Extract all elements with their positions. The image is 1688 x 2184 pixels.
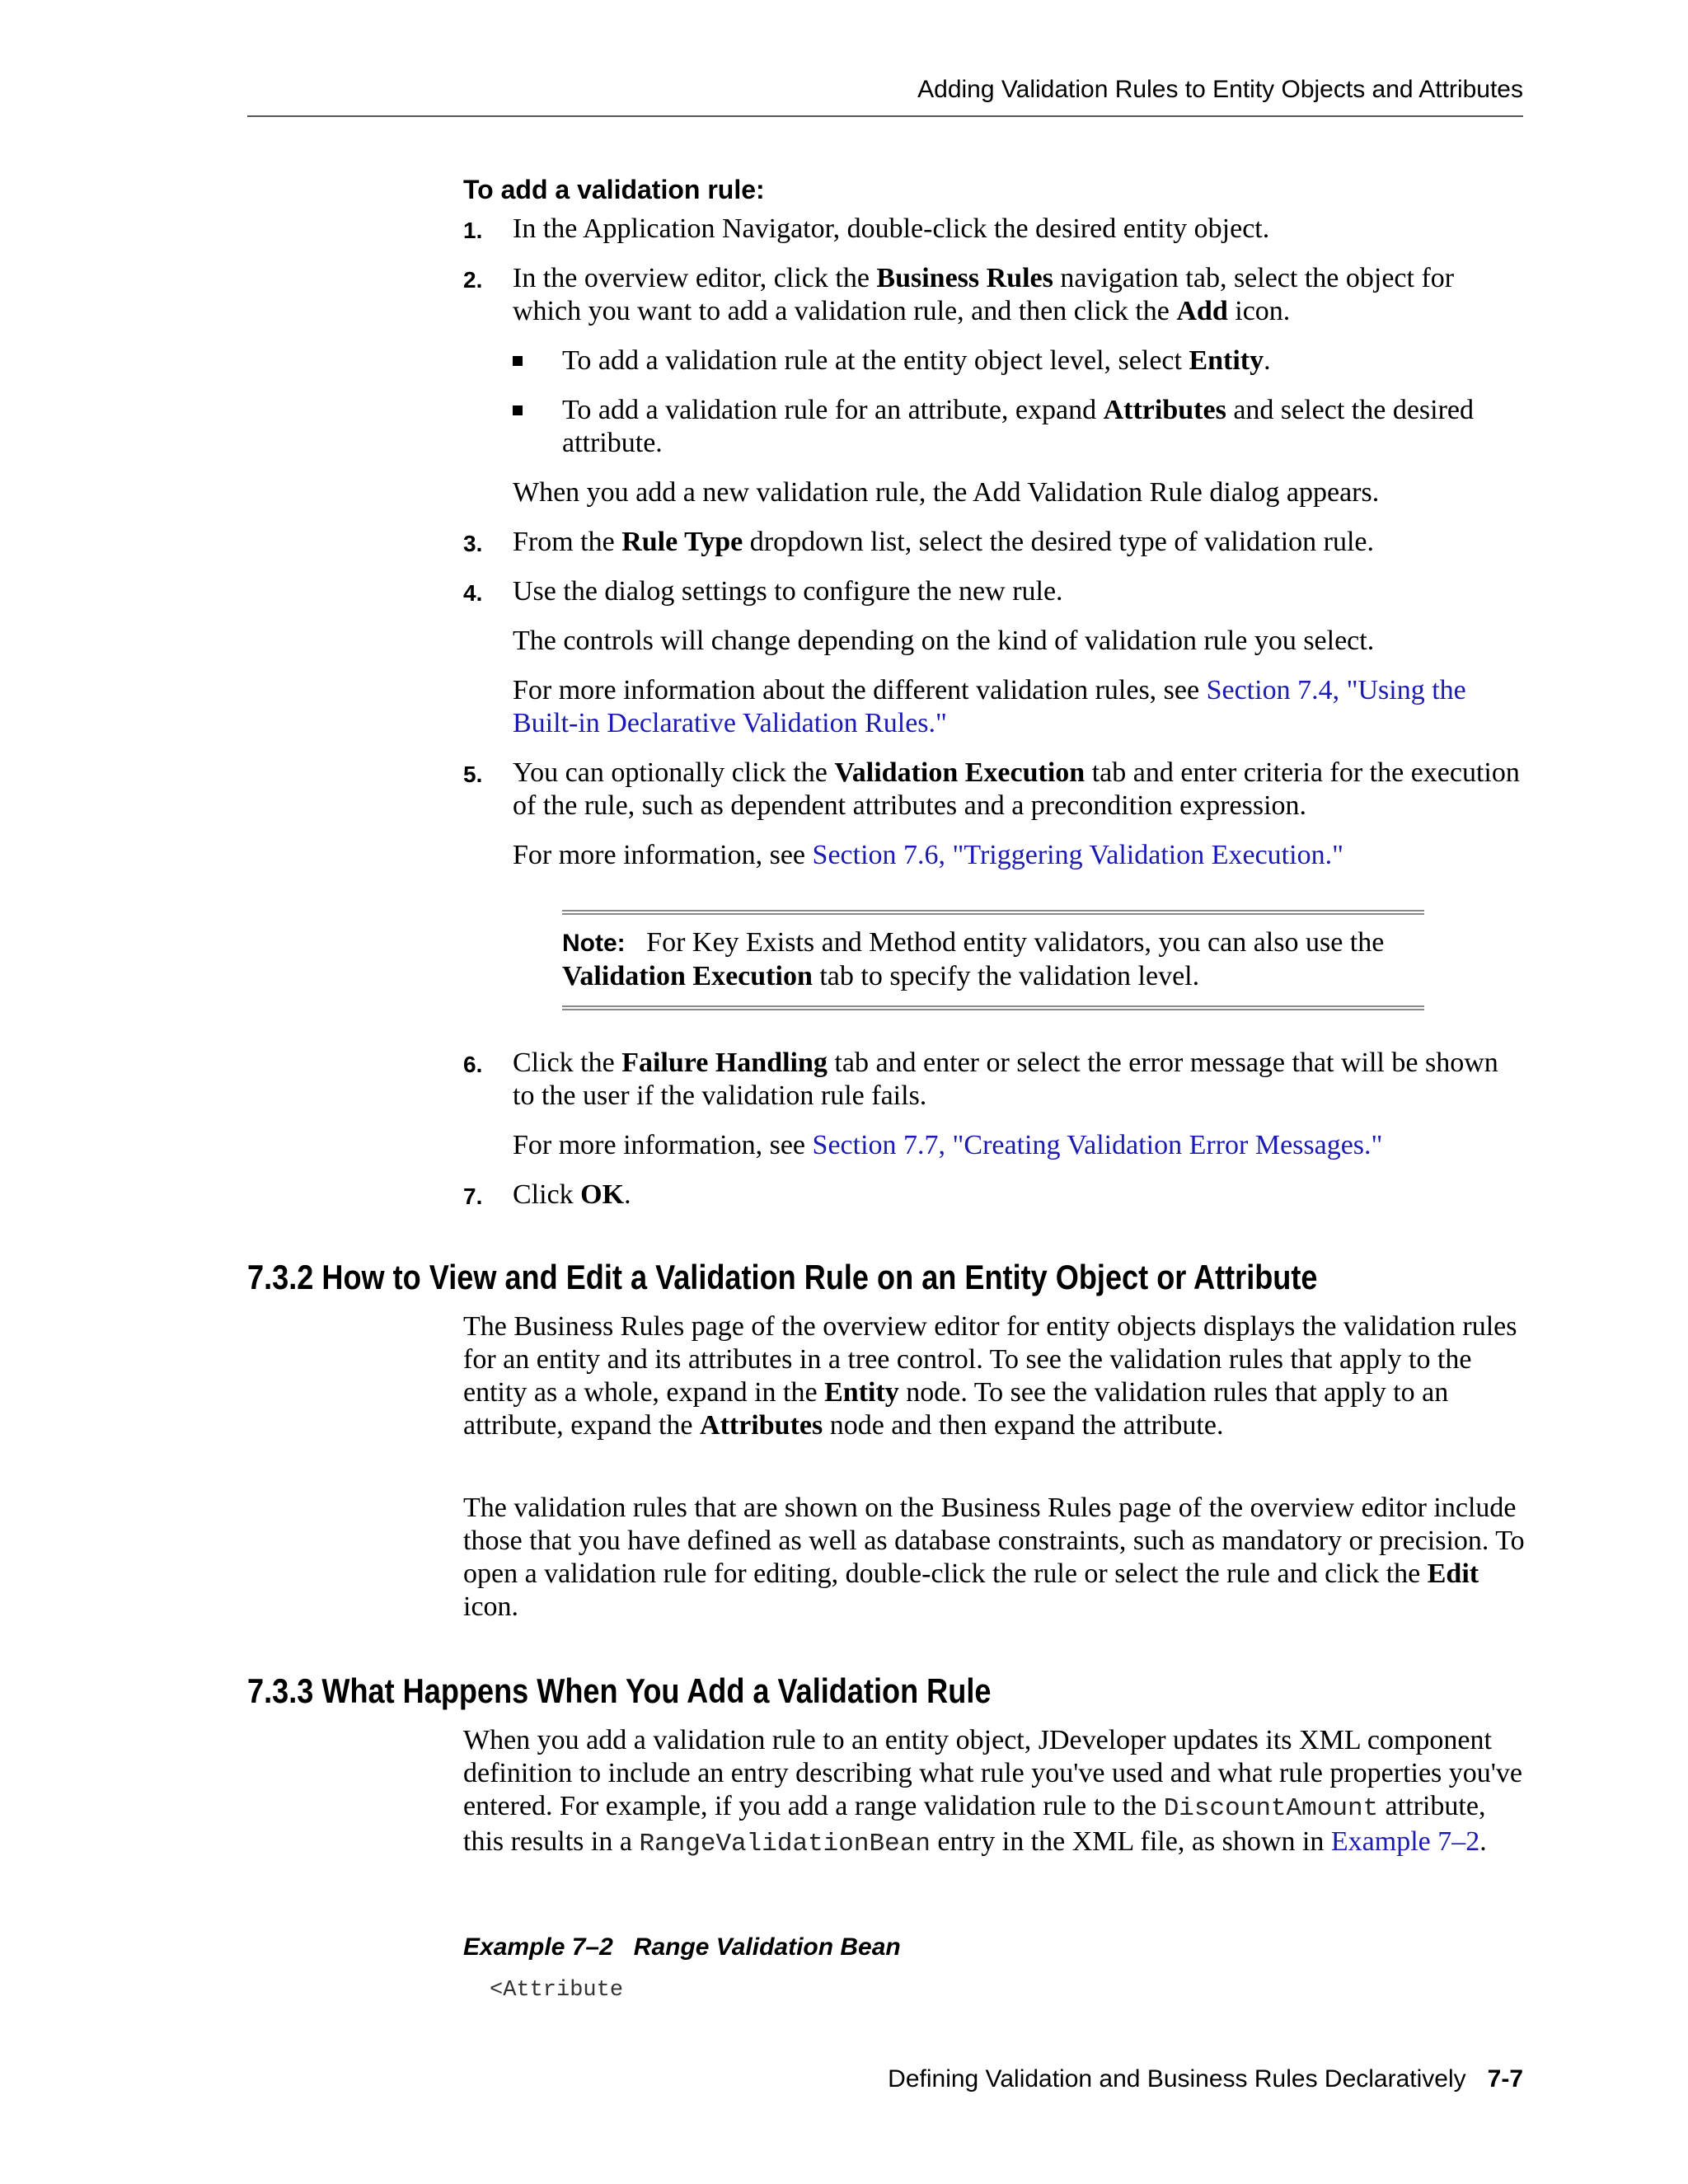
- code-range-validation-bean: RangeValidationBean: [639, 1830, 931, 1858]
- section-7-7-link[interactable]: Section 7.7, "Creating Validation Error Messages.": [812, 1130, 1383, 1160]
- step-text: Click OK.: [513, 1179, 631, 1210]
- step-number: 4.: [463, 580, 483, 606]
- section-7-3-2-para-2: The validation rules that are shown on the Business Rules page of the overview editor include those that you have defined as well as database constraints, such as mandatory or precision. To open a validation rule for editing, double-click the rule or select the rule and click the Edit icon.: [463, 1493, 1525, 1622]
- running-header: Adding Validation Rules to Entity Objects and Attributes: [917, 76, 1523, 103]
- step-number: 3.: [463, 531, 483, 556]
- step-text: You can optionally click the Validation Execution tab and enter criteria for the execution of the rule, such as dependent attributes and a precondition expression.: [513, 757, 1520, 821]
- page-number: 7-7: [1487, 2065, 1523, 2093]
- note-label: Note:: [562, 930, 626, 957]
- step-6-more-info: For more information, see Section 7.7, "Creating Validation Error Messages.": [513, 1130, 1383, 1160]
- section-7-3-2-para-1: The Business Rules page of the overview editor for entity objects displays the validation rules for an entity and its attributes in a tree control. To see the validation rules that apply to the entity as a whole, expand in the Entity node. To see the validation rules that apply to an attribute, expand the Attributes node and then expand the attribute.: [463, 1311, 1517, 1441]
- step-text: From the Rule Type dropdown list, select the desired type of validation rule.: [513, 527, 1375, 557]
- note-text: Note: For Key Exists and Method entity validators, you can also use the Validation Execution tab to specify the validation level.: [562, 927, 1385, 991]
- step-2-note: When you add a new validation rule, the Add Validation Rule dialog appears.: [513, 477, 1380, 508]
- section-7-3-3-para-1: When you add a validation rule to an entity object, JDeveloper updates its XML component definition to include an entry describing what rule you've used and what rule properties you've entered. For example, if you add a range validation rule to the DiscountAmount attribute, this results in a RangeValidationBean entry in the XML file, as shown in Example 7–2.: [463, 1725, 1522, 1858]
- step-text: Use the dialog settings to configure the new rule.: [513, 576, 1063, 607]
- step-number: 1.: [463, 218, 483, 243]
- procedure-title: To add a validation rule:: [463, 175, 765, 204]
- bullet-marker: [513, 356, 523, 366]
- header-rule: [247, 115, 1523, 117]
- note-top-rule: [562, 910, 1424, 915]
- note-box: [562, 910, 1424, 1015]
- code-sample: <Attribute: [490, 1978, 624, 2003]
- step-number: 7.: [463, 1183, 483, 1209]
- section-heading-7-3-3: 7.3.3 What Happens When You Add a Validation Rule: [247, 1671, 992, 1710]
- step-4-more-info: For more information about the different validation rules, see Section 7.4, "Using the Built-in Declarative Validation Rules.": [513, 675, 1466, 738]
- section-heading-7-3-2: 7.3.2 How to View and Edit a Validation Rule on an Entity Object or Attribute: [247, 1258, 1318, 1296]
- section-7-4-link[interactable]: Section 7.4, "Using the Built-in Declarative Validation Rules.": [513, 675, 1466, 738]
- step-number: 5.: [463, 762, 483, 787]
- example-title: Example 7–2 Range Validation Bean: [463, 1933, 901, 1961]
- step-number: 2.: [463, 267, 483, 293]
- example-7-2-link[interactable]: Example 7–2: [1330, 1826, 1480, 1857]
- step-text: In the Application Navigator, double-click the desired entity object.: [513, 213, 1270, 244]
- page-footer: [247, 2065, 1523, 2093]
- section-7-6-link[interactable]: Section 7.6, "Triggering Validation Execution.": [812, 840, 1343, 870]
- step-4-detail: The controls will change depending on the kind of validation rule you select.: [513, 626, 1375, 656]
- step-text: In the overview editor, click the Business Rules navigation tab, select the object for which you want to add a validation rule, and then click the Add icon.: [513, 263, 1455, 326]
- step-text: Click the Failure Handling tab and enter or select the error message that will be shown to the user if the validation rule fails.: [513, 1047, 1498, 1111]
- step-5-more-info: For more information, see Section 7.6, "Triggering Validation Execution.": [513, 840, 1343, 870]
- bullet-marker: [513, 405, 523, 415]
- code-discount-amount: DiscountAmount: [1163, 1794, 1379, 1823]
- footer-title: Defining Validation and Business Rules Declaratively: [888, 2065, 1466, 2093]
- note-bottom-rule: [562, 1005, 1424, 1010]
- step-number: 6.: [463, 1052, 483, 1077]
